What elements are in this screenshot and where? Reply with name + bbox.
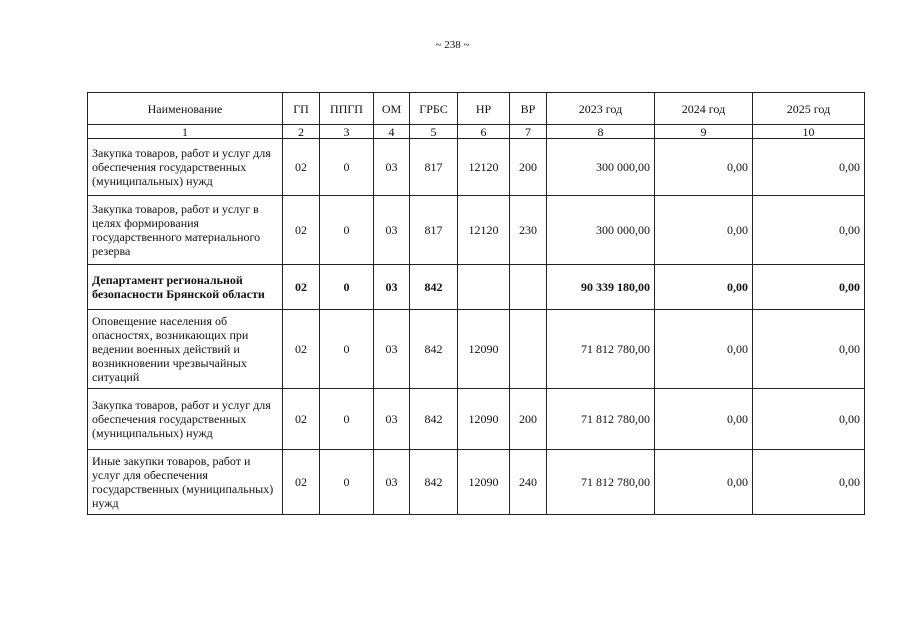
- row-2024: 0,00: [655, 450, 753, 515]
- row-vr: [510, 310, 547, 389]
- row-2024: 0,00: [655, 196, 753, 265]
- header-2024: 2024 год: [655, 93, 753, 125]
- row-ppgp: 0: [320, 310, 374, 389]
- column-number: 2: [283, 125, 320, 139]
- row-ppgp: 0: [320, 139, 374, 196]
- row-gp: 02: [283, 389, 320, 450]
- row-2024: 0,00: [655, 139, 753, 196]
- row-2023: 300 000,00: [547, 196, 655, 265]
- table-row: [88, 389, 865, 450]
- row-2023: 71 812 780,00: [547, 310, 655, 389]
- row-nr: 12090: [458, 450, 510, 515]
- row-name: Закупка товаров, работ и услуг в целях формирования государственного материального резерва: [88, 196, 283, 265]
- header-ppgp: ППГП: [320, 93, 374, 125]
- column-number: 6: [458, 125, 510, 139]
- row-grbs: 817: [410, 139, 458, 196]
- column-number: 1: [88, 125, 283, 139]
- row-name: Департамент региональной безопасности Брянской области: [88, 265, 283, 310]
- row-2023: 300 000,00: [547, 139, 655, 196]
- row-2025: 0,00: [753, 450, 865, 515]
- row-vr: 200: [510, 389, 547, 450]
- row-gp: 02: [283, 450, 320, 515]
- row-name: Оповещение населения об опасностях, возникающих при ведении военных действий и возникновении чрезвычайных ситуаций: [88, 310, 283, 389]
- row-gp: 02: [283, 265, 320, 310]
- row-nr: 12120: [458, 139, 510, 196]
- row-2025: 0,00: [753, 139, 865, 196]
- header-grbs: ГРБС: [410, 93, 458, 125]
- row-ppgp: 0: [320, 265, 374, 310]
- row-nr: 12120: [458, 196, 510, 265]
- row-2025: 0,00: [753, 196, 865, 265]
- row-om: 03: [374, 139, 410, 196]
- row-2024: 0,00: [655, 310, 753, 389]
- column-number: 5: [410, 125, 458, 139]
- column-number: 8: [547, 125, 655, 139]
- row-vr: [510, 265, 547, 310]
- column-number: 4: [374, 125, 410, 139]
- row-gp: 02: [283, 139, 320, 196]
- table-row: [88, 450, 865, 515]
- row-2023: 71 812 780,00: [547, 450, 655, 515]
- row-name: Иные закупки товаров, работ и услуг для обеспечения государственных (муниципальных) нужд: [88, 450, 283, 515]
- row-gp: 02: [283, 196, 320, 265]
- row-grbs: 842: [410, 450, 458, 515]
- row-2025: 0,00: [753, 265, 865, 310]
- column-number: 3: [320, 125, 374, 139]
- row-2025: 0,00: [753, 310, 865, 389]
- header-om: ОМ: [374, 93, 410, 125]
- table-row: [88, 196, 865, 265]
- row-om: 03: [374, 450, 410, 515]
- row-gp: 02: [283, 310, 320, 389]
- row-name: Закупка товаров, работ и услуг для обеспечения государственных (муниципальных) нужд: [88, 139, 283, 196]
- row-grbs: 842: [410, 389, 458, 450]
- table-row-department: [88, 265, 865, 310]
- table-row: [88, 139, 865, 196]
- row-vr: 240: [510, 450, 547, 515]
- row-2024: 0,00: [655, 389, 753, 450]
- row-om: 03: [374, 196, 410, 265]
- row-om: 03: [374, 265, 410, 310]
- table-row: [88, 310, 865, 389]
- row-2023: 90 339 180,00: [547, 265, 655, 310]
- row-grbs: 817: [410, 196, 458, 265]
- row-nr: 12090: [458, 389, 510, 450]
- column-number: 9: [655, 125, 753, 139]
- header-name: Наименование: [88, 93, 283, 125]
- row-ppgp: 0: [320, 389, 374, 450]
- column-number-row: [88, 125, 865, 139]
- row-om: 03: [374, 389, 410, 450]
- row-nr: [458, 265, 510, 310]
- header-gp: ГП: [283, 93, 320, 125]
- budget-table: [87, 92, 865, 515]
- row-ppgp: 0: [320, 196, 374, 265]
- header-vr: ВР: [510, 93, 547, 125]
- column-number: 7: [510, 125, 547, 139]
- row-vr: 230: [510, 196, 547, 265]
- row-name: Закупка товаров, работ и услуг для обеспечения государственных (муниципальных) нужд: [88, 389, 283, 450]
- header-2023: 2023 год: [547, 93, 655, 125]
- column-number: 10: [753, 125, 865, 139]
- header-nr: НР: [458, 93, 510, 125]
- header-2025: 2025 год: [753, 93, 865, 125]
- row-nr: 12090: [458, 310, 510, 389]
- row-om: 03: [374, 310, 410, 389]
- page-number: ~ 238 ~: [435, 39, 470, 51]
- row-ppgp: 0: [320, 450, 374, 515]
- row-vr: 200: [510, 139, 547, 196]
- header-row: [88, 93, 865, 125]
- row-grbs: 842: [410, 310, 458, 389]
- row-2025: 0,00: [753, 389, 865, 450]
- row-grbs: 842: [410, 265, 458, 310]
- row-2024: 0,00: [655, 265, 753, 310]
- row-2023: 71 812 780,00: [547, 389, 655, 450]
